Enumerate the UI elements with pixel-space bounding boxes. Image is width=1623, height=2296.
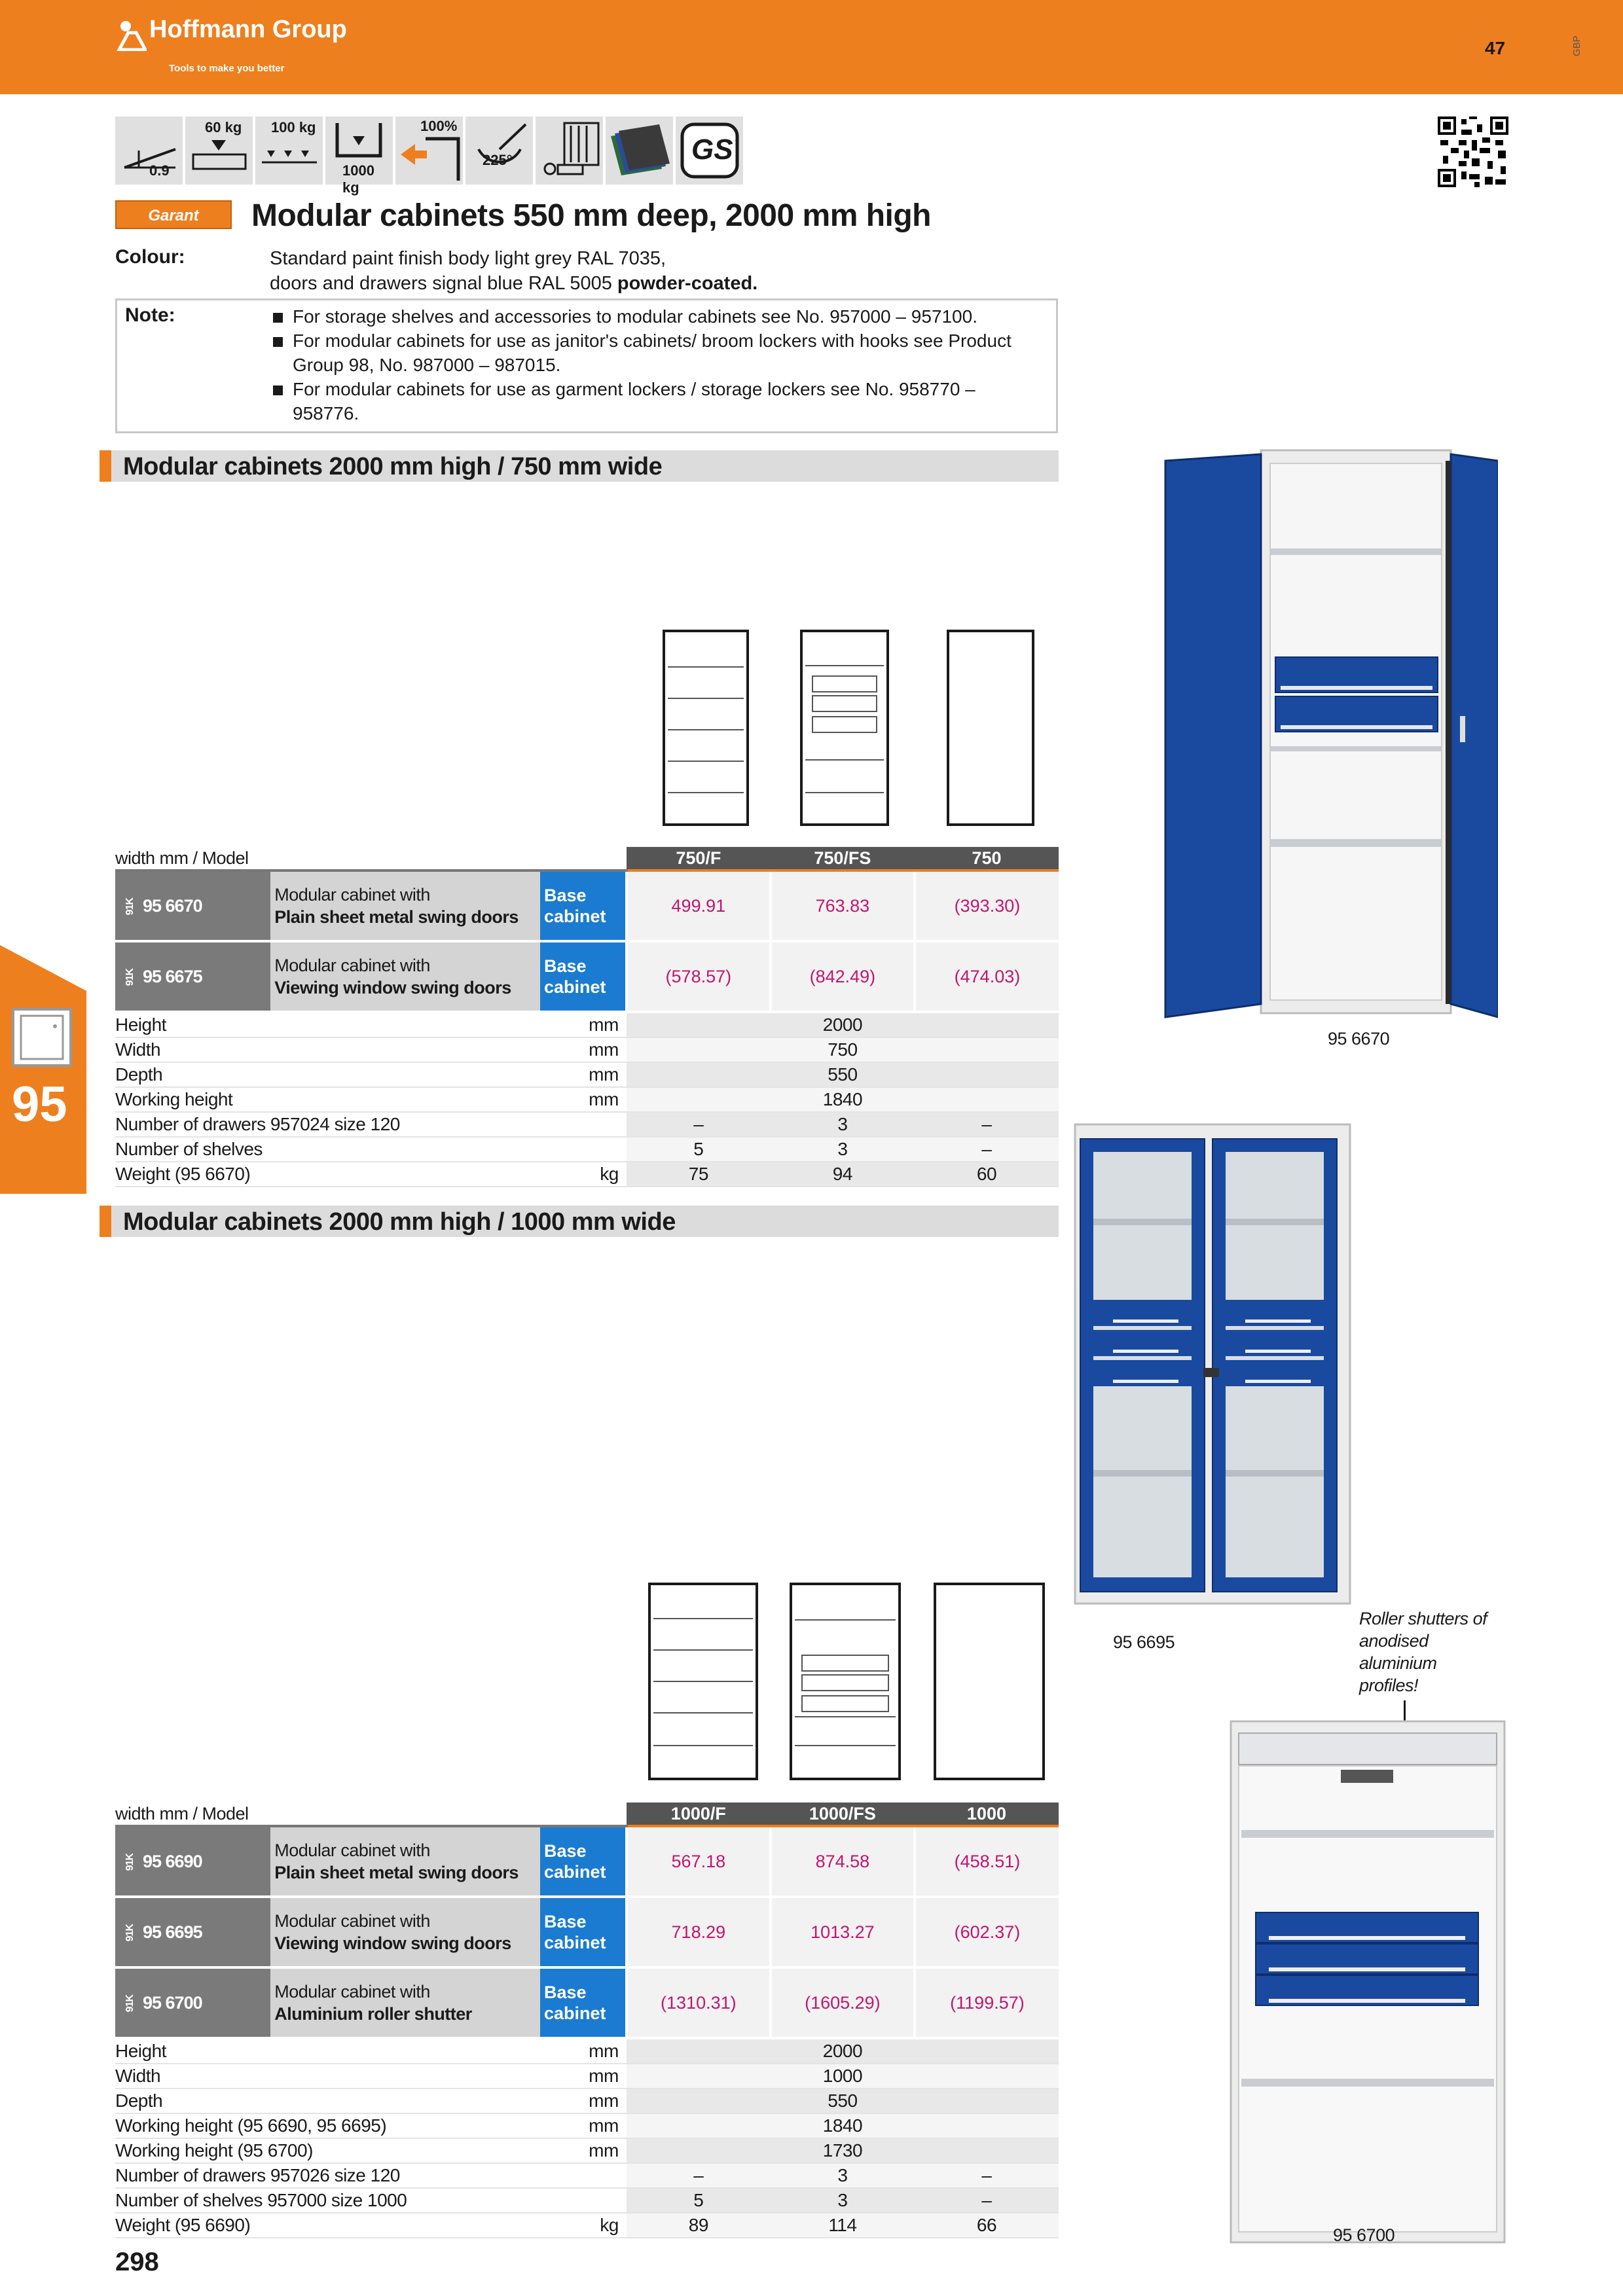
header-model: width mm / Model	[115, 1803, 627, 1826]
spec-row	[115, 1112, 1059, 1137]
header-col: 750	[915, 847, 1059, 870]
spec-value: 1840	[627, 2113, 1059, 2138]
desc-line-1: Modular cabinet with	[274, 1911, 430, 1931]
desc-line-2: Viewing window swing doors	[274, 978, 511, 997]
type-line-1: Base	[543, 956, 587, 976]
spec-row	[115, 2064, 1059, 2089]
brand-name: Hoffmann Group	[149, 16, 347, 43]
spec-value: 1840	[627, 1087, 1059, 1112]
spec-row	[115, 2089, 1059, 2113]
spec-label: Weight (95 6670)	[115, 1162, 540, 1187]
product-row	[115, 870, 1059, 941]
type-line-1: Base	[543, 1982, 587, 2002]
price-cell: 499.91	[627, 870, 771, 941]
type-line-2: cabinet	[543, 2003, 606, 2023]
header-col: 1000/FS	[771, 1803, 915, 1826]
spec-label: Depth	[115, 2089, 540, 2113]
diagram-drawers-750	[800, 630, 889, 826]
article-no-text: 95 6700	[143, 1992, 202, 2013]
diagram-empty-1000	[934, 1583, 1045, 1780]
article-number	[115, 1967, 270, 2038]
spec-value: 3	[771, 2163, 915, 2188]
header-col: 750/F	[627, 847, 771, 870]
article-number	[115, 1897, 270, 1967]
note-item: For modular cabinets for use as janitor's cabinets/ broom lockers with hooks see Product Group 98, No. 987000 – 987015.	[273, 329, 1032, 377]
photo-label-956700: 95 6700	[1333, 2225, 1395, 2245]
spec-value: 2000	[627, 2038, 1059, 2064]
extension-value: 100%	[420, 118, 458, 134]
door-angle-value: 225°	[483, 152, 513, 168]
spec-label: Working height (95 6700)	[115, 2138, 540, 2163]
spec-value: 66	[915, 2213, 1059, 2238]
spec-label: Width	[115, 2064, 540, 2089]
note-item: For storage shelves and accessories to modular cabinets see No. 957000 – 957100.	[273, 304, 1032, 329]
type-badge	[540, 870, 627, 941]
spec-unit: mm	[540, 2138, 627, 2163]
header-col: 1000/F	[627, 1803, 771, 1826]
photo-label-956695: 95 6695	[1113, 1632, 1175, 1652]
diagram-empty-750	[947, 630, 1034, 826]
spec-row	[115, 2213, 1059, 2238]
spec-value: 114	[771, 2213, 915, 2238]
drawer-load-value: 100 kg	[271, 119, 316, 135]
drawer-load-icon	[255, 117, 323, 185]
spec-label: Weight (95 6690)	[115, 2213, 540, 2238]
section-title-1000: Modular cabinets 2000 mm high / 1000 mm wide	[123, 1208, 676, 1236]
spec-label: Working height (95 6690, 95 6695)	[115, 2113, 540, 2138]
spec-value: 5	[627, 2188, 771, 2213]
shelf-load-value: 60 kg	[205, 119, 242, 135]
spec-value: 3	[771, 1137, 915, 1162]
desc-line-2: Plain sheet metal swing doors	[274, 1863, 519, 1882]
product-row	[115, 1826, 1059, 1897]
type-line-2: cabinet	[543, 977, 606, 997]
spec-table-750	[115, 847, 1059, 1187]
spec-row	[115, 1012, 1059, 1037]
desc-line-1: Modular cabinet with	[274, 1982, 430, 2001]
section-title-750: Modular cabinets 2000 mm high / 750 mm wide	[123, 453, 663, 480]
spec-value: 550	[627, 2089, 1059, 2113]
spec-row	[115, 1087, 1059, 1112]
roller-shutter-note	[1359, 1607, 1487, 1696]
spec-label: Height	[115, 2038, 540, 2064]
spec-row	[115, 2138, 1059, 2163]
spec-value: 5	[627, 1137, 771, 1162]
chapter-tab	[0, 945, 86, 1194]
spec-value: –	[627, 1112, 771, 1137]
spec-row	[115, 1162, 1059, 1187]
spec-value: 3	[771, 1112, 915, 1137]
price-cell: 718.29	[627, 1897, 771, 1967]
spec-table-1000	[115, 1803, 1059, 2238]
spec-label: Number of shelves 957000 size 1000	[115, 2188, 540, 2213]
catalog-page-number: 47	[1485, 38, 1506, 58]
spec-unit: mm	[540, 2038, 627, 2064]
spec-value: 3	[771, 2188, 915, 2213]
desc-line-2: Plain sheet metal swing doors	[274, 907, 519, 927]
spec-label: Height	[115, 1012, 540, 1037]
spec-unit	[540, 1112, 627, 1137]
note-line: anodised	[1359, 1631, 1429, 1651]
spec-value: –	[627, 2163, 771, 2188]
type-badge	[540, 941, 627, 1012]
spec-label: Number of shelves	[115, 1137, 540, 1162]
spec-label: Number of drawers 957026 size 120	[115, 2163, 540, 2188]
lock-icon	[536, 117, 603, 185]
price-cell: (458.51)	[915, 1826, 1059, 1897]
gs-mark-icon	[676, 117, 743, 185]
header-col: 1000	[915, 1803, 1059, 1826]
article-prefix: 91K	[124, 1854, 136, 1871]
type-line-2: cabinet	[543, 1862, 606, 1882]
currency-code: GBP	[1571, 35, 1582, 56]
spec-value: –	[915, 1137, 1059, 1162]
colour-line-2-bold: powder-coated.	[617, 273, 758, 294]
spec-row	[115, 2163, 1059, 2188]
price-cell: (578.57)	[627, 941, 771, 1012]
spec-unit: mm	[540, 1062, 627, 1087]
spec-row	[115, 1062, 1059, 1087]
price-cell: (842.49)	[771, 941, 915, 1012]
cabinet-load-icon	[325, 117, 393, 196]
tilt-value: 0.9	[149, 162, 170, 179]
article-no-text: 95 6695	[143, 1922, 202, 1942]
price-cell: 874.58	[771, 1826, 915, 1897]
product-row	[115, 1897, 1059, 1967]
spec-value: 1730	[627, 2138, 1059, 2163]
article-prefix: 91K	[124, 898, 136, 916]
colour-line-2	[270, 271, 757, 296]
article-number	[115, 870, 270, 941]
note-line: Roller shutters of	[1359, 1609, 1487, 1628]
spec-unit: mm	[540, 2064, 627, 2089]
spec-value: 550	[627, 1062, 1059, 1087]
colour-label: Colour:	[115, 246, 185, 268]
spec-row	[115, 1137, 1059, 1162]
desc-line-2: Viewing window swing doors	[274, 1933, 511, 1953]
desc-line-1: Modular cabinet with	[274, 1840, 430, 1860]
type-line-1: Base	[543, 886, 587, 905]
colour-text	[270, 246, 757, 296]
spec-value: –	[915, 2163, 1059, 2188]
price-cell: (1605.29)	[771, 1967, 915, 2038]
qr-code-icon	[1438, 117, 1508, 187]
spec-unit	[540, 1137, 627, 1162]
spec-unit: mm	[540, 2089, 627, 2113]
note-box	[115, 298, 1058, 433]
article-prefix: 91K	[124, 969, 136, 986]
price-cell: (474.03)	[915, 941, 1059, 1012]
section-heading-750	[100, 450, 1059, 482]
spec-label: Depth	[115, 1062, 540, 1087]
note-line: profiles!	[1359, 1676, 1419, 1695]
price-cell: (393.30)	[915, 870, 1059, 941]
gs-mark-text: GS	[691, 134, 733, 166]
desc-line-1: Modular cabinet with	[274, 885, 430, 905]
spec-row	[115, 2038, 1059, 2064]
article-prefix: 91K	[124, 1995, 136, 2013]
diagram-shelves-750	[663, 630, 749, 826]
spec-row	[115, 1037, 1059, 1062]
diagram-shelves-1000	[648, 1583, 758, 1780]
garant-badge: Garant	[115, 200, 232, 229]
product-desc	[270, 870, 540, 941]
article-no-text: 95 6675	[143, 966, 202, 986]
product-desc	[270, 1967, 540, 2038]
type-line-2: cabinet	[543, 906, 606, 926]
brand-tagline: Tools to make you better	[169, 63, 285, 74]
colour-line-2-text: doors and drawers signal blue RAL 5005	[270, 273, 617, 294]
spec-value: –	[915, 2188, 1059, 2213]
extension-icon	[395, 117, 463, 185]
type-line-1: Base	[543, 1912, 587, 1931]
table-header-row	[115, 1803, 1059, 1826]
price-cell: 567.18	[627, 1826, 771, 1897]
colour-line-1: Standard paint finish body light grey RAL 7035,	[270, 248, 666, 269]
note-item: For modular cabinets for use as garment lockers / storage lockers see No. 958770 – 958776.	[273, 377, 1032, 425]
spec-value: 750	[627, 1037, 1059, 1062]
product-desc	[270, 941, 540, 1012]
spec-unit: kg	[540, 2213, 627, 2238]
price-cell: (602.37)	[915, 1897, 1059, 1967]
diagram-drawers-1000	[790, 1583, 901, 1780]
door-angle-icon	[465, 117, 533, 185]
article-no-text: 95 6690	[143, 1851, 202, 1871]
header-model: width mm / Model	[115, 847, 627, 870]
price-cell: (1199.57)	[915, 1967, 1059, 2038]
spec-value: 60	[915, 1162, 1059, 1187]
table-header-row	[115, 847, 1059, 870]
page-header	[0, 0, 1623, 94]
article-prefix: 91K	[124, 1924, 136, 1942]
spec-value: –	[915, 1112, 1059, 1137]
header-col: 750/FS	[771, 847, 915, 870]
cabinet-photo-956695	[1074, 1123, 1351, 1605]
spec-row	[115, 2113, 1059, 2138]
spec-value: 1000	[627, 2064, 1059, 2089]
hoffmann-logo-icon	[117, 20, 147, 51]
product-desc	[270, 1897, 540, 1967]
photo-label-956670: 95 6670	[1328, 1029, 1390, 1049]
spec-row	[115, 2188, 1059, 2213]
note-label: Note:	[125, 304, 175, 326]
cabinet-photo-956670	[1163, 448, 1498, 1024]
spec-label: Working height	[115, 1087, 540, 1112]
cabinet-load-value: 1000 kg	[342, 162, 374, 196]
spec-unit	[540, 2188, 627, 2213]
spec-value: 75	[627, 1162, 771, 1187]
price-cell: 763.83	[771, 870, 915, 941]
colour-swatches-icon	[606, 117, 673, 185]
spec-unit: mm	[540, 1037, 627, 1062]
desc-line-2: Aluminium roller shutter	[274, 2004, 472, 2024]
spec-unit: mm	[540, 2113, 627, 2138]
type-badge	[540, 1967, 627, 2038]
chapter-number: 95	[12, 1077, 67, 1132]
type-badge	[540, 1826, 627, 1897]
spec-unit: kg	[540, 1162, 627, 1187]
spec-unit: mm	[540, 1012, 627, 1037]
shelf-load-icon	[185, 117, 253, 185]
desc-line-1: Modular cabinet with	[274, 956, 430, 975]
spec-unit: mm	[540, 1087, 627, 1112]
spec-label: Number of drawers 957024 size 120	[115, 1112, 540, 1137]
cabinet-chapter-icon	[12, 1008, 72, 1067]
spec-value: 2000	[627, 1012, 1059, 1037]
type-line-1: Base	[543, 1841, 587, 1861]
article-number	[115, 1826, 270, 1897]
type-badge	[540, 1897, 627, 1967]
price-cell: (1310.31)	[627, 1967, 771, 2038]
cabinet-photo-956700	[1230, 1720, 1506, 2244]
price-cell: 1013.27	[771, 1897, 915, 1967]
spec-unit	[540, 2163, 627, 2188]
page-title: Modular cabinets 550 mm deep, 2000 mm high	[251, 198, 931, 233]
note-line: aluminium	[1359, 1653, 1437, 1673]
product-row	[115, 941, 1059, 1012]
product-desc	[270, 1826, 540, 1897]
type-line-2: cabinet	[543, 1933, 606, 1952]
article-number	[115, 941, 270, 1012]
page-number: 298	[115, 2248, 159, 2276]
spec-value: 94	[771, 1162, 915, 1187]
product-row	[115, 1967, 1059, 2038]
section-heading-1000	[100, 1206, 1059, 1237]
spec-value: 89	[627, 2213, 771, 2238]
article-no-text: 95 6670	[143, 895, 202, 916]
note-list	[273, 304, 1032, 425]
tilt-icon	[115, 117, 183, 185]
spec-label: Width	[115, 1037, 540, 1062]
